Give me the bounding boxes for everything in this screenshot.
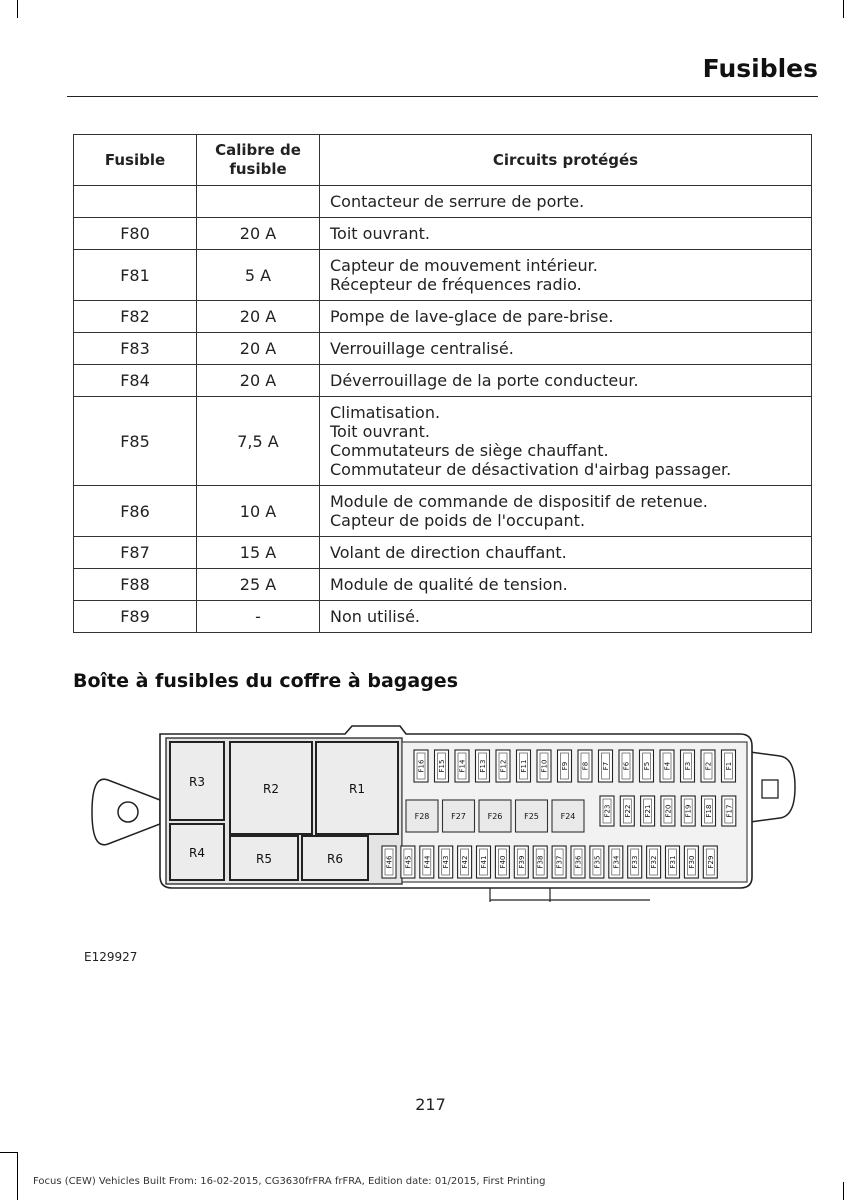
- fuse-label: F9: [561, 761, 569, 771]
- fuse-label: F36: [574, 855, 583, 869]
- table-row: [74, 186, 812, 218]
- fuse-label: F20: [664, 804, 673, 818]
- header-circuits: Circuits protégés: [320, 135, 812, 186]
- rating-cell: 7,5 A: [197, 397, 320, 486]
- table-row: [74, 486, 812, 537]
- circuits-cell: [320, 397, 812, 486]
- relay-label: R3: [189, 775, 205, 789]
- circuit-line: Capteur de mouvement intérieur.: [330, 256, 598, 275]
- fuse-label: F16: [417, 759, 426, 773]
- circuit-line: Non utilisé.: [330, 607, 420, 626]
- fuse-label: F14: [458, 759, 467, 773]
- fuse-label: F40: [498, 855, 507, 869]
- right-connector-slot: [762, 780, 778, 798]
- fuse-cell: F89: [74, 601, 197, 633]
- relay-label: R6: [327, 852, 343, 866]
- circuits-cell: [320, 250, 812, 301]
- fuse-cell: [74, 186, 197, 218]
- fuse-box-diagram: [90, 712, 800, 912]
- header-fuse: Fusible: [74, 135, 197, 186]
- circuit-line: Toit ouvrant.: [330, 224, 430, 243]
- fuse-label: F34: [612, 855, 621, 869]
- fuse-label: F35: [593, 855, 602, 869]
- table-row: [74, 250, 812, 301]
- relay-label: R1: [349, 782, 365, 796]
- fuse-label: F44: [423, 855, 432, 869]
- fuse-label: F5: [643, 761, 651, 771]
- mounting-hole: [118, 802, 138, 822]
- circuits-cell: [320, 301, 812, 333]
- fuse-cell: F84: [74, 365, 197, 397]
- fuse-label: F2: [704, 761, 713, 771]
- fuse-cell: F81: [74, 250, 197, 301]
- fuse-label: F32: [650, 855, 659, 869]
- rating-cell: 20 A: [197, 365, 320, 397]
- rating-cell: 20 A: [197, 333, 320, 365]
- fuse-cell: F86: [74, 486, 197, 537]
- fuse-label: F31: [669, 855, 677, 869]
- fuse-label: F38: [536, 855, 545, 869]
- rating-cell: 10 A: [197, 486, 320, 537]
- table-row: [74, 601, 812, 633]
- fuse-label: F6: [622, 761, 631, 771]
- circuit-line: Verrouillage centralisé.: [330, 339, 514, 358]
- fuse-label: F33: [631, 855, 640, 869]
- crop-mark-bottom-left: [17, 1152, 18, 1200]
- circuits-cell: [320, 333, 812, 365]
- figure-id: E129927: [84, 950, 138, 964]
- circuit-line: Capteur de poids de l'occupant.: [330, 511, 586, 530]
- fuse-cell: F80: [74, 218, 197, 250]
- circuit-line: Déverrouillage de la porte conducteur.: [330, 371, 639, 390]
- fuse-label: F1: [725, 761, 733, 771]
- fuse-cell: F87: [74, 537, 197, 569]
- fuse-label: F41: [480, 855, 488, 869]
- rating-cell: 20 A: [197, 218, 320, 250]
- rating-cell: 5 A: [197, 250, 320, 301]
- fuse-label: F8: [581, 761, 590, 771]
- fuse-label: F37: [555, 855, 564, 869]
- circuit-line: Toit ouvrant.: [330, 422, 430, 441]
- fuse-cell: F88: [74, 569, 197, 601]
- fuse-label: F4: [663, 761, 672, 771]
- fuse-table: [73, 134, 812, 633]
- circuit-line: Pompe de lave-glace de pare-brise.: [330, 307, 614, 326]
- circuits-cell: [320, 569, 812, 601]
- fuse-label: F15: [438, 759, 446, 773]
- rating-cell: 25 A: [197, 569, 320, 601]
- rating-cell: [197, 186, 320, 218]
- fuse-label: F45: [404, 855, 413, 869]
- maxi-fuse-label: F27: [451, 812, 466, 821]
- fuse-label: F7: [602, 761, 610, 771]
- table-row: [74, 365, 812, 397]
- fuse-label: F29: [706, 855, 715, 869]
- maxi-fuse-label: F26: [487, 812, 503, 821]
- table-row: [74, 218, 812, 250]
- circuit-line: Module de qualité de tension.: [330, 575, 568, 594]
- fuse-label: F17: [725, 804, 734, 818]
- circuit-line: Volant de direction chauffant.: [330, 543, 567, 562]
- circuits-cell: [320, 486, 812, 537]
- rating-cell: 15 A: [197, 537, 320, 569]
- fuse-label: F11: [520, 759, 528, 773]
- maxi-fuse-label: F25: [524, 812, 539, 821]
- circuits-cell: [320, 537, 812, 569]
- circuit-line: Module de commande de dispositif de retenue.: [330, 492, 708, 511]
- fuse-label: F10: [540, 759, 549, 773]
- fuse-label: F23: [603, 804, 612, 818]
- circuits-cell: [320, 601, 812, 633]
- header-rating-line2: fusible: [229, 160, 287, 178]
- fuse-label: F13: [479, 759, 487, 773]
- relay-label: R2: [263, 782, 279, 796]
- relay-label: R5: [256, 852, 272, 866]
- circuits-cell: [320, 218, 812, 250]
- footer-text: Focus (CEW) Vehicles Built From: 16-02-2015, CG3630frFRA frFRA, Edition date: 01/2015, First Printing: [33, 1176, 546, 1187]
- header-rating: [197, 135, 320, 186]
- title-divider: [67, 96, 818, 97]
- fuse-label: F30: [687, 855, 696, 869]
- crop-mark-bottom-left-h: [0, 1152, 17, 1153]
- fuse-label: F3: [684, 761, 692, 771]
- circuit-line: Récepteur de fréquences radio.: [330, 275, 582, 294]
- circuit-line: Commutateurs de siège chauffant.: [330, 441, 609, 460]
- fuse-cell: F83: [74, 333, 197, 365]
- fuse-label: F46: [385, 855, 394, 869]
- circuit-line: Commutateur de désactivation d'airbag passager.: [330, 460, 732, 479]
- fuse-label: F43: [442, 855, 451, 869]
- table-header-row: [74, 135, 812, 186]
- maxi-fuse-label: F28: [414, 812, 430, 821]
- fuse-cell: F85: [74, 397, 197, 486]
- fuse-label: F19: [684, 804, 693, 818]
- rating-cell: -: [197, 601, 320, 633]
- section-heading: Boîte à fusibles du coffre à bagages: [73, 670, 459, 692]
- fuse-label: F42: [461, 855, 470, 869]
- fuse-cell: F82: [74, 301, 197, 333]
- header-rating-line1: Calibre de: [215, 141, 301, 159]
- table-row: [74, 333, 812, 365]
- relay-label: R4: [189, 846, 205, 860]
- fuse-label: F18: [705, 804, 713, 818]
- page-title: Fusibles: [702, 54, 818, 83]
- table-row: [74, 569, 812, 601]
- circuits-cell: [320, 365, 812, 397]
- table-row: [74, 537, 812, 569]
- fuse-label: F39: [517, 855, 526, 869]
- maxi-fuse-label: F24: [560, 812, 576, 821]
- crop-mark-top-right: [843, 0, 844, 18]
- page-number: 217: [415, 1095, 446, 1114]
- fuse-label: F21: [644, 804, 653, 818]
- table-row: [74, 397, 812, 486]
- circuits-cell: [320, 186, 812, 218]
- fuse-label: F22: [623, 804, 632, 818]
- rating-cell: 20 A: [197, 301, 320, 333]
- crop-mark-bottom-right: [843, 1182, 844, 1200]
- circuit-line: Contacteur de serrure de porte.: [330, 192, 585, 211]
- circuit-line: Climatisation.: [330, 403, 441, 422]
- crop-mark-top-left: [17, 0, 18, 18]
- table-row: [74, 301, 812, 333]
- fuse-label: F12: [499, 759, 508, 773]
